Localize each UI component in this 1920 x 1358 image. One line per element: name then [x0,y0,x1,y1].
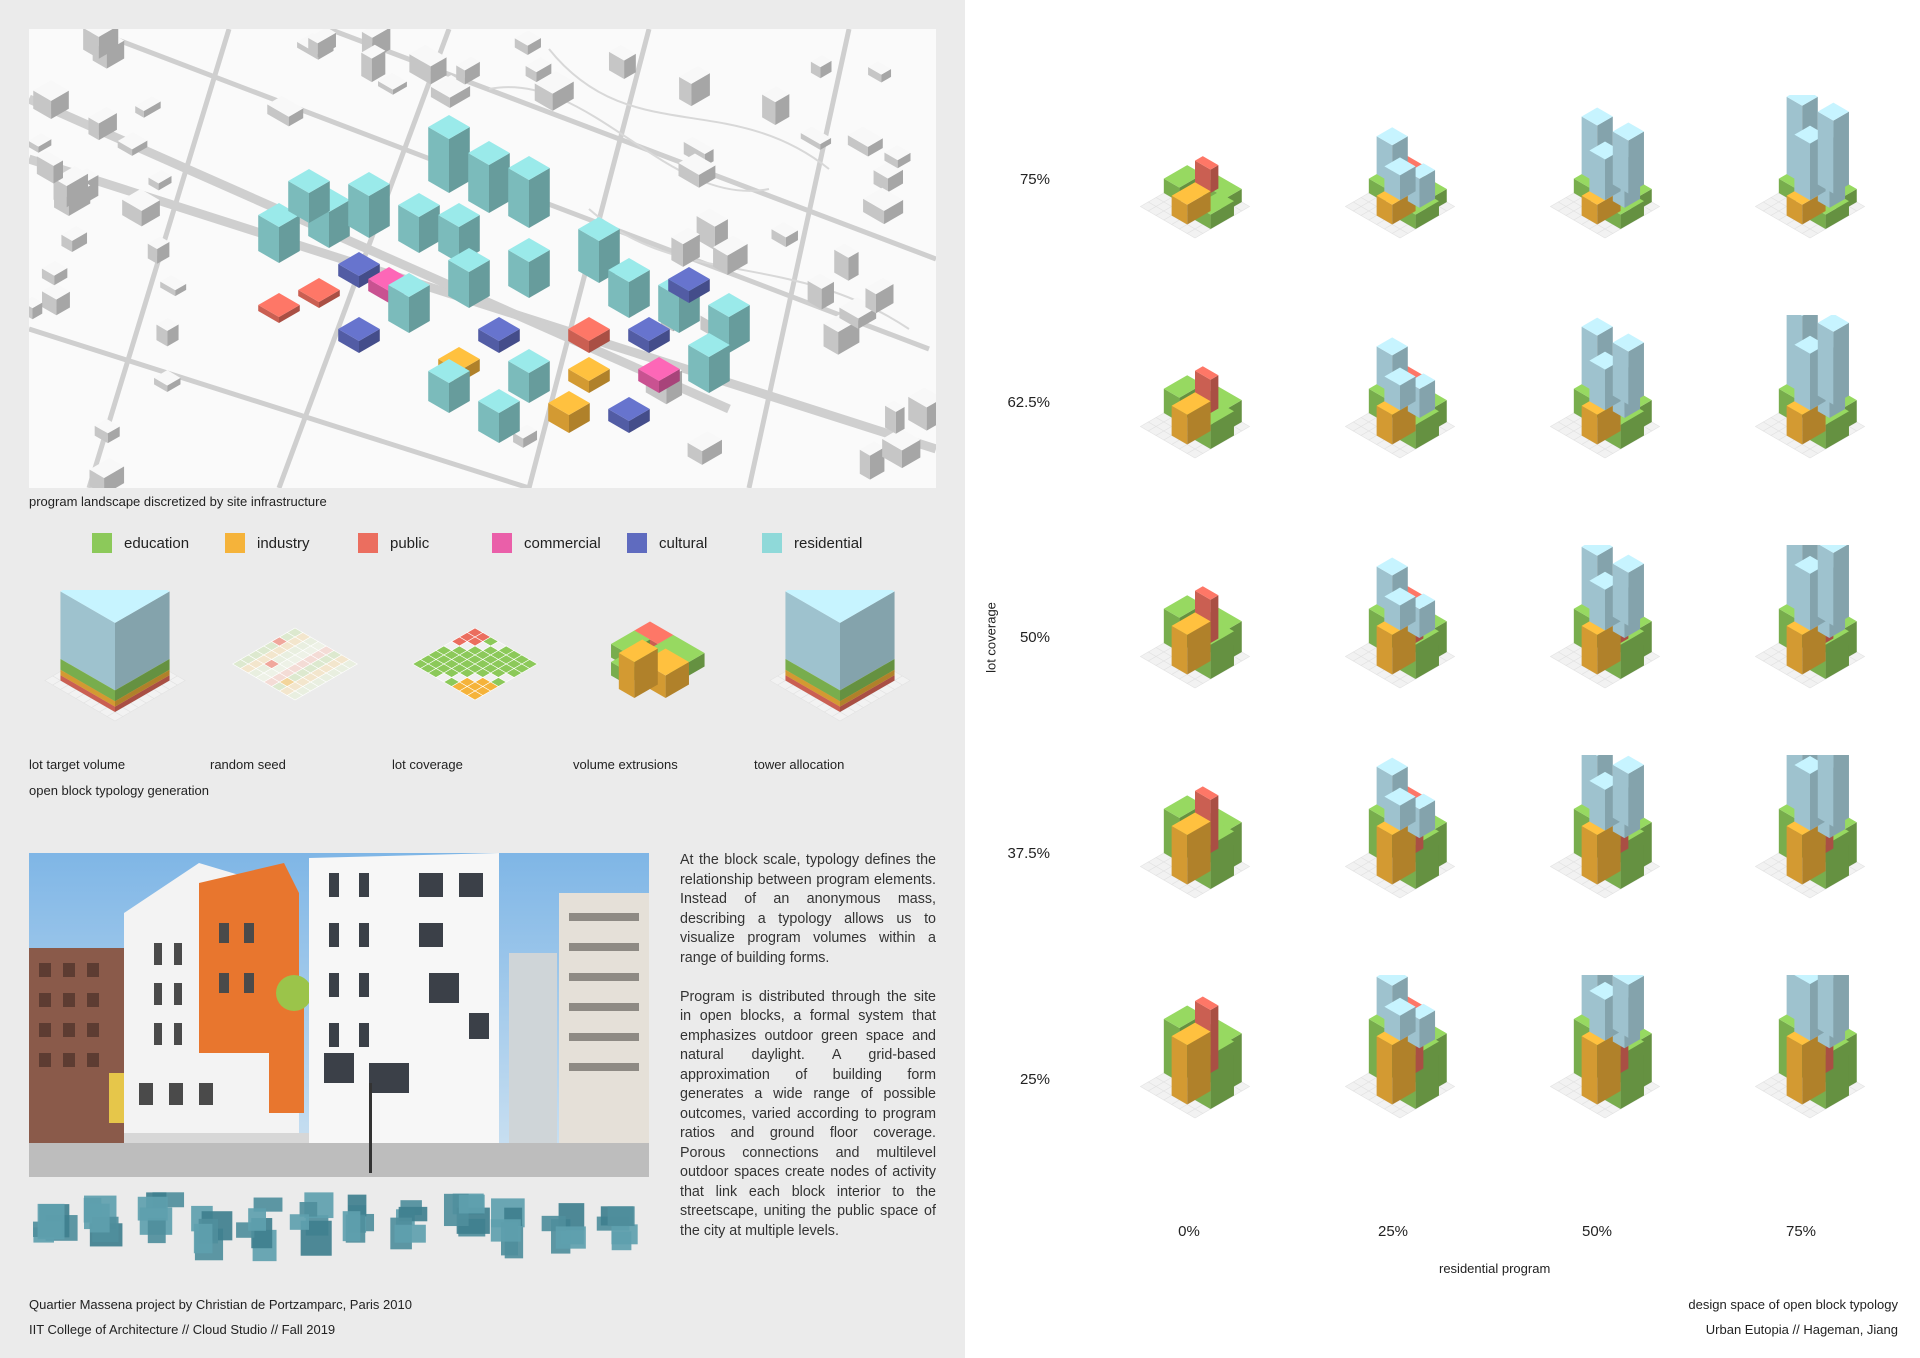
program-block-residential [508,156,550,228]
matrix-cell-r1-c3 [1730,315,1890,485]
project-photo [29,853,649,1177]
matrix-cell-r2-c1 [1320,545,1480,715]
legend-industry [225,533,310,553]
gen-step-lot-target-volume [30,590,200,740]
matrix-cell-r0-c0 [1115,95,1275,265]
context-building [762,86,789,125]
volume-residential [1818,975,1849,1038]
row-label-25: 25% [1019,1071,1050,1088]
legend-label-public: public [390,534,430,552]
volume-residential [1384,588,1415,631]
legend-cultural [627,533,707,553]
row-label-37-5: 37.5% [1007,845,1050,862]
program-block-residential [608,258,650,318]
gen-step-lot-coverage [390,590,560,740]
volume-residential [1384,788,1415,831]
legend-swatch-education [92,533,112,553]
matrix-credits: Urban Eutopia // Hageman, Jiang [1705,1322,1898,1337]
block-footprint [444,1194,490,1237]
matrix-cell-r4-c0 [1115,975,1275,1145]
volume-residential [1818,103,1849,194]
program-block-residential [428,115,470,193]
gen-label-volume-extrusions: volume extrusions [573,757,678,772]
body-paragraph-2: Program is distributed through the site in open blocks, a formal system that emphasizes outdoor green space and natural daylight. A grid-based approximation of building form generates a wide range of possible outcomes, varied according to program ratios and ground floor coverage. Porous connections and multilevel outdoor spaces create nodes of activity that link each block interior to the streetscape, uniting the public space of the city at multiple levels. [680,988,936,1239]
matrix-cell-r3-c0 [1115,755,1275,925]
matrix-cell-r4-c1 [1320,975,1480,1145]
matrix-cell-r2-c0 [1115,545,1275,715]
block-footprint [542,1203,586,1253]
block-footprint [191,1206,232,1260]
matrix-cell-r2-c3 [1730,545,1890,715]
matrix-cell-r3-c1 [1320,755,1480,925]
gen-step-random-seed [210,590,380,740]
generation-caption: open block typology generation [29,783,209,798]
volume-residential [1384,367,1415,410]
legend-commercial [492,533,601,553]
site-map-axonometric [29,29,936,488]
legend-education [92,533,189,553]
legend-label-residential: residential [794,534,863,552]
design-space-matrix [965,0,1920,1358]
body-paragraph-1: At the block scale, typology defines the relationship between program elements. Instead of an anonymous mass, describing a typology allows us to visualize program volumes within a range of building forms. [680,852,936,966]
gen-step-tower-allocation [755,590,925,740]
row-label-62-5: 62.5% [1007,394,1050,411]
legend-swatch-commercial [492,533,512,553]
volume-residential [1613,555,1644,626]
volume-residential [1818,755,1849,827]
legend-residential [762,533,862,553]
matrix-cell-r0-c3 [1730,95,1890,265]
volume-residential [1818,315,1849,405]
legend-swatch-residential [762,533,782,553]
gen-step-volume-extrusions [570,590,740,740]
block-footprint [33,1204,78,1243]
site-map-drawing [29,29,936,488]
project-photo-illustration [29,853,649,1177]
context-building [885,401,905,434]
legend-swatch-cultural [627,533,647,553]
program-block-residential [348,172,390,238]
block-footprint [84,1196,123,1247]
gen-label-lot-target-volume: lot target volume [29,757,126,772]
program-block-residential [468,141,510,213]
site-map-caption: program landscape discretized by site infrastructure [29,494,327,509]
block-footprints-strip [29,1188,649,1270]
matrix-cell-r0-c2 [1525,95,1685,265]
block-footprint [138,1192,184,1243]
program-block-residential [448,248,490,308]
matrix-cell-r0-c1 [1320,95,1480,265]
volume-residential [1613,975,1644,1038]
matrix-caption: design space of open block typology [1688,1297,1898,1312]
program-block-residential [388,273,430,333]
legend-label-commercial: commercial [524,534,601,552]
col-label-0: 0% [1178,1223,1200,1240]
matrix-cell-r4-c2 [1525,975,1685,1145]
block-footprint [390,1200,427,1249]
volume-industry [1172,813,1211,885]
volume-residential [1384,998,1415,1041]
matrix-cell-r4-c3 [1730,975,1890,1145]
volume-residential [1818,545,1849,626]
legend-swatch-public [358,533,378,553]
legend-swatch-industry [225,533,245,553]
program-block-residential [508,238,550,298]
row-label-75: 75% [1019,171,1050,188]
col-label-75: 75% [1785,1223,1817,1240]
row-label-50: 50% [1019,629,1050,646]
volume-residential [1613,122,1644,193]
matrix-cell-r3-c2 [1525,755,1685,925]
col-label-50: 50% [1581,1223,1613,1240]
studio-credit: IIT College of Architecture // Cloud Studio // Fall 2019 [29,1322,336,1337]
volume-residential [1613,756,1644,827]
volume-residential [1384,157,1415,200]
gen-label-tower-allocation: tower allocation [754,757,845,772]
gen-label-random-seed: random seed [210,757,286,772]
program-block-residential [688,333,730,393]
matrix-cell-r1-c2 [1525,315,1685,485]
matrix-cell-r1-c1 [1320,315,1480,485]
block-footprint [290,1192,334,1255]
volume-industry [1172,1023,1211,1105]
col-label-25: 25% [1377,1223,1409,1240]
block-footprint [343,1195,374,1243]
matrix-cell-r2-c2 [1525,545,1685,715]
gen-label-lot-coverage: lot coverage [392,757,463,772]
legend-label-education: education [124,534,190,552]
block-footprint [597,1206,638,1250]
legend-label-industry: industry [257,534,310,552]
y-axis-title: lot coverage [983,602,999,673]
x-axis-title: residential program [1439,1261,1551,1276]
legend-public [358,533,429,553]
body-text [680,851,936,1261]
legend-label-cultural: cultural [659,534,708,552]
volume-residential [1613,334,1644,405]
matrix-cell-r3-c3 [1730,755,1890,925]
matrix-cell-r1-c0 [1115,315,1275,485]
program-block-residential [398,193,440,253]
block-footprint [491,1198,525,1258]
block-footprint [236,1198,282,1262]
photo-caption: Quartier Massena project by Christian de Portzamparc, Paris 2010 [29,1297,412,1312]
